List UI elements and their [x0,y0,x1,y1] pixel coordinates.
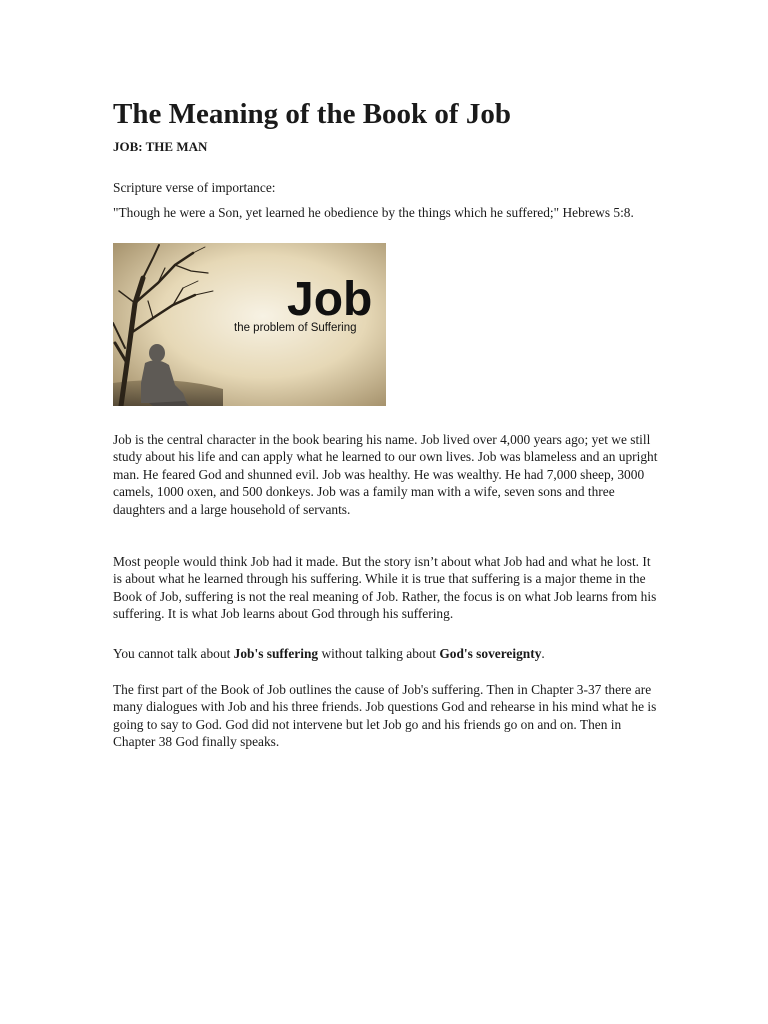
bold-text: God's sovereignty [439,646,542,661]
paragraph-suffering: Most people would think Job had it made. But the story isn’t about what Job had and what he lost. It is about what he learned through his suffering. While it is true that suffering is a major theme in the Book of Job, suffering is not the real meaning of Job. Rather, the focus is on what Job learns from his suffering. It is what Job learns about God through his suffering. [113,554,657,622]
section-heading: JOB: THE MAN [113,139,208,154]
scripture-label: Scripture verse of importance: [113,180,276,195]
bold-text: Job's suffering [233,646,319,661]
paragraph-intro: Job is the central character in the book bearing his name. Job lived over 4,000 years ago; yet we still study about his life and can apply what he learned to our own lives. Job was blameless and an upright man. He feared God and shunned evil. Job was healthy. He was wealthy. He had 7,000 sheep, 3000 camels, 1000 oxen, and 500 donkeys. Job was a family man with a wife, seven sons and three daughters and a large household of servants. [113,432,658,517]
page-title: The Meaning of the Book of Job [113,98,511,130]
text-run: without talking about [318,646,440,661]
paragraph-sovereignty [113,645,658,662]
paragraph-chapters: The first part of the Book of Job outlines the cause of Job's suffering. Then in Chapter 3-37 there are many dialogues with Job and his three friends. Job questions God and rehearse in his mind what he is going to say to God. God did not intervene but let Job go and his friends go on and on. Then in Chapter 38 God finally speaks. [113,682,657,750]
scripture-verse: "Though he were a Son, yet learned he obedience by the things which he suffered;" Hebrews 5:8. [113,205,634,220]
image-caption: the problem of Suffering [234,322,357,334]
text-run: You cannot talk about [113,646,234,661]
job-illustration [113,243,386,406]
text-run: . [541,646,545,661]
job-image [113,243,386,406]
image-title: Job [287,273,373,326]
